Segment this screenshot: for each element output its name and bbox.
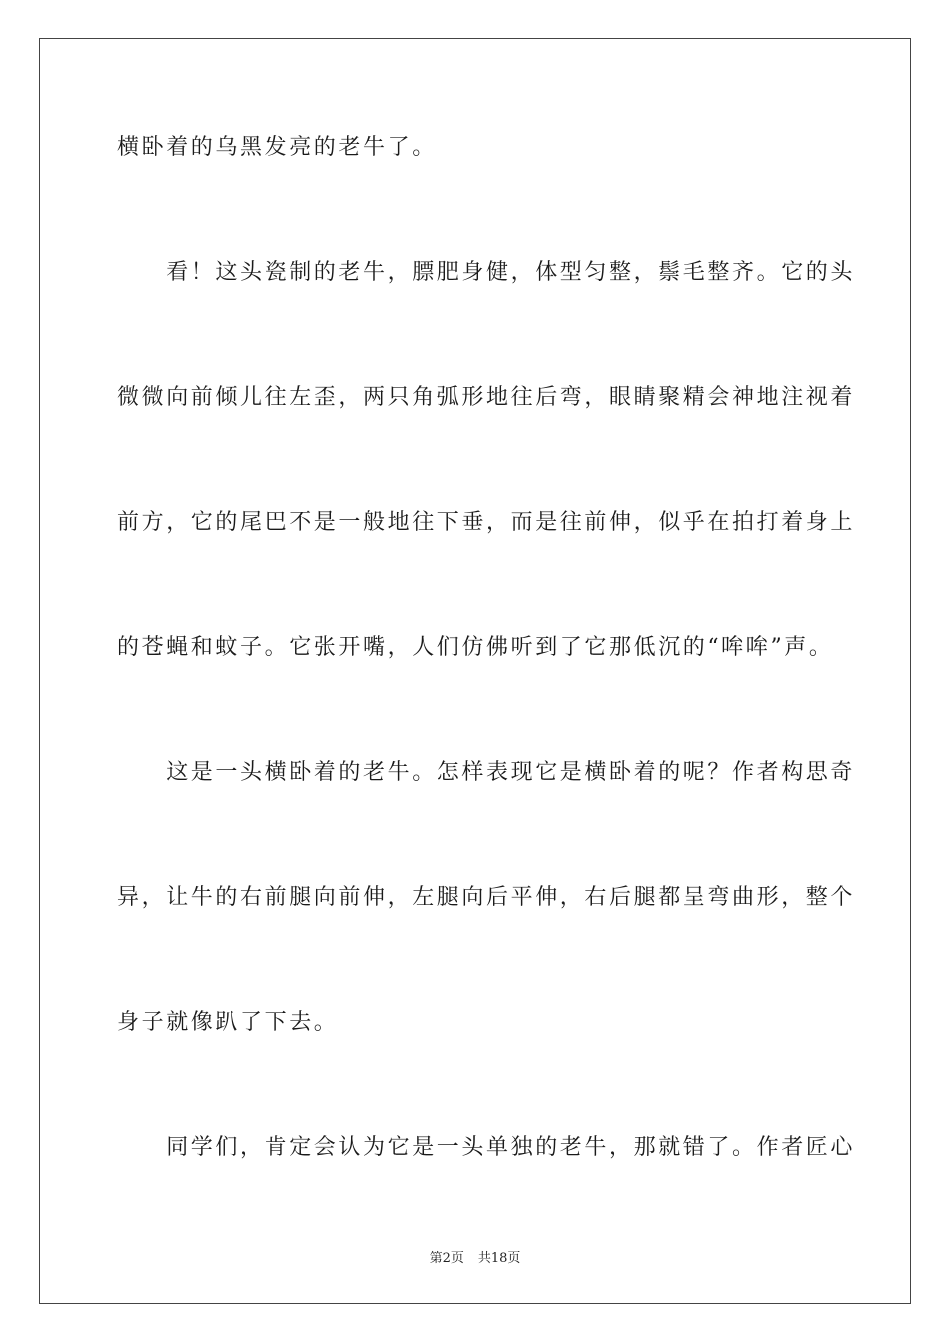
text-line: 这是一头横卧着的老牛。怎样表现它是横卧着的呢？作者构思奇 [117,760,856,785]
page-footer [0,1247,950,1266]
text-line: 横卧着的乌黑发亮的老牛了。 [117,135,437,160]
text-line: 身子就像趴了下去。 [117,1010,339,1035]
text-line: 前方，它的尾巴不是一般地往下垂，而是往前伸，似乎在拍打着身上 [117,510,856,535]
page-border [39,38,911,1304]
text-line: 微微向前倾儿往左歪，两只角弧形地往后弯，眼睛聚精会神地注视着 [117,385,856,410]
text-line: 同学们，肯定会认为它是一头单独的老牛，那就错了。作者匠心 [117,1135,856,1160]
page-total: 共18页 [477,1251,521,1266]
text-line: 看！这头瓷制的老牛，膘肥身健，体型匀整，鬃毛整齐。它的头 [117,260,856,285]
text-line: 异，让牛的右前腿向前伸，左腿向后平伸，右后腿都呈弯曲形，整个 [117,885,856,910]
text-line: 的苍蝇和蚊子。它张开嘴，人们仿佛听到了它那低沉的“哞哞”声。 [117,635,834,660]
page-number: 第2页 [429,1251,464,1266]
